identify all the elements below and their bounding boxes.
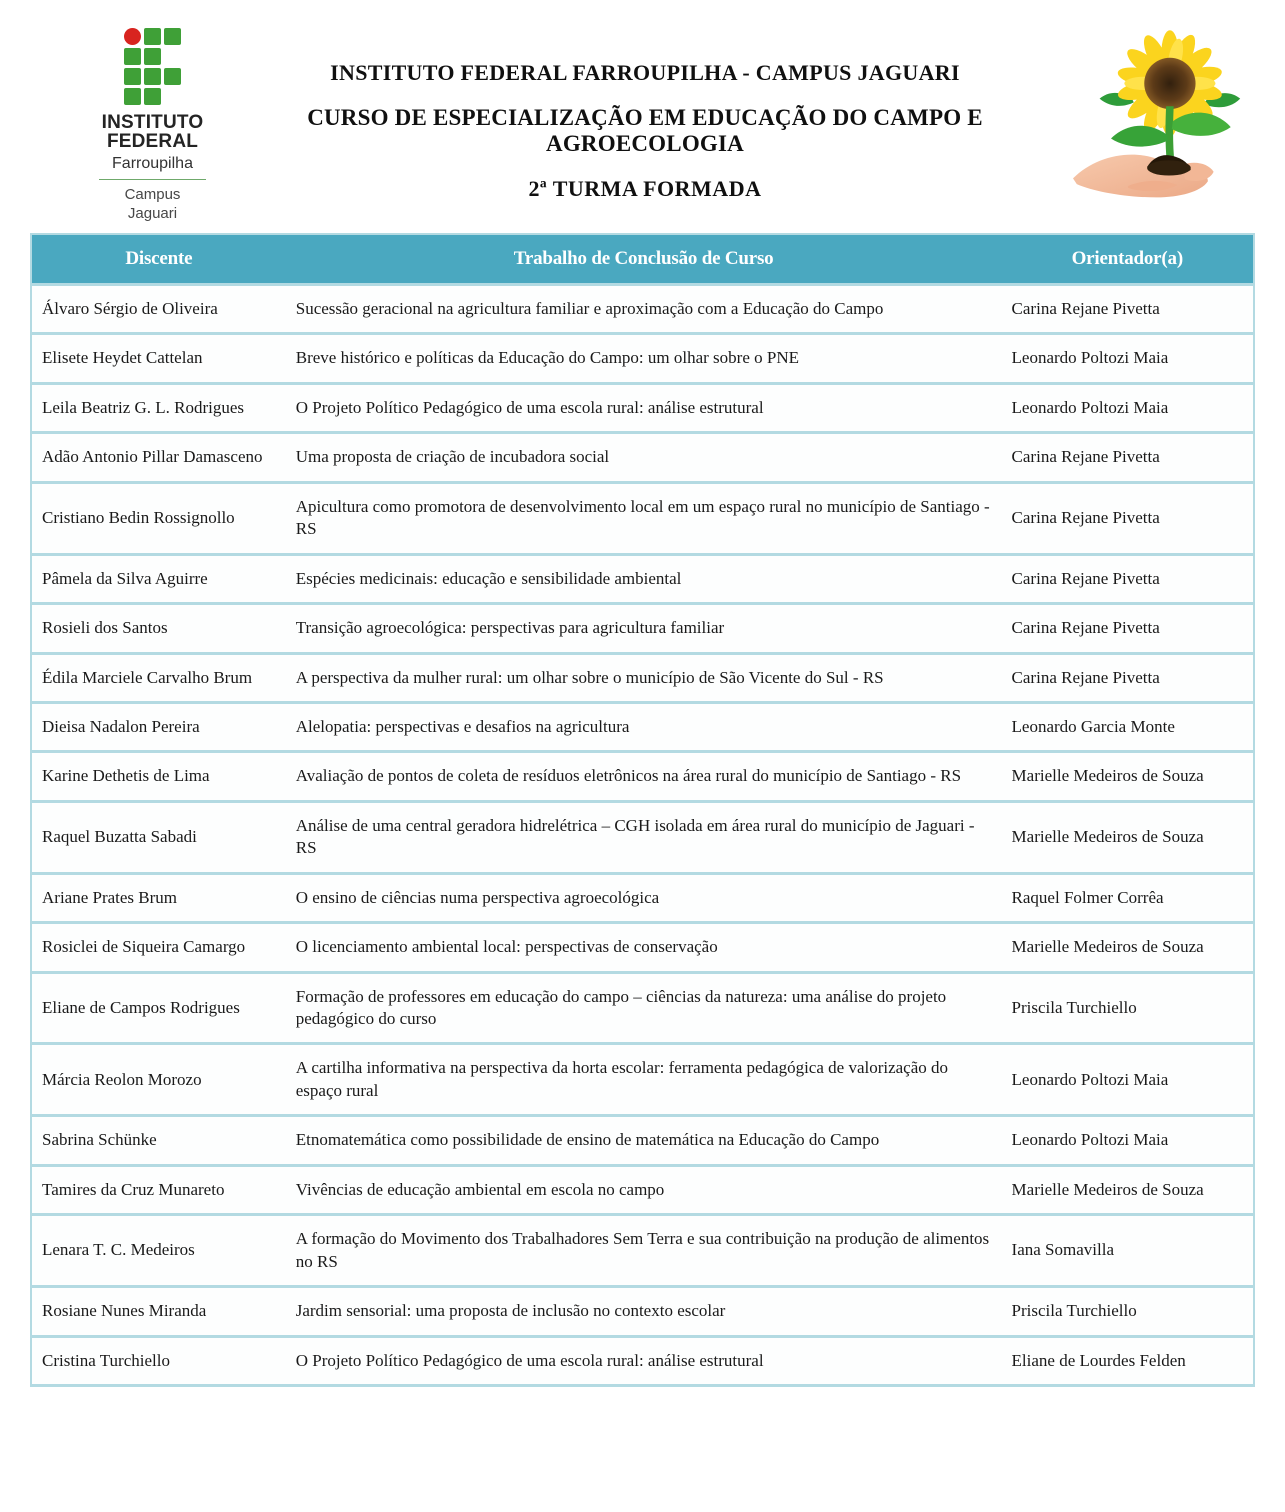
cell-orientador: Carina Rejane Pivetta [1002, 554, 1254, 603]
title-institution: INSTITUTO FEDERAL FARROUPILHA - CAMPUS JAGUARI [330, 60, 960, 85]
cell-discente: Cristiano Bedin Rossignollo [31, 482, 286, 554]
cell-trabalho: O ensino de ciências numa perspectiva agroecológica [286, 873, 1002, 922]
hand-holding-sunflower-illustration [1073, 22, 1263, 217]
cell-orientador: Leonardo Poltozi Maia [1002, 383, 1254, 432]
table-row [31, 1215, 1254, 1287]
table-row [31, 1287, 1254, 1336]
table-row [31, 702, 1254, 751]
cell-trabalho: Avaliação de pontos de coleta de resíduos eletrônicos na área rural do município de Santiago - RS [286, 752, 1002, 801]
cell-orientador: Marielle Medeiros de Souza [1002, 752, 1254, 801]
cell-orientador: Carina Rejane Pivetta [1002, 653, 1254, 702]
logo-text-campus-label: Campus [124, 185, 181, 203]
cell-discente: Adão Antonio Pillar Damasceno [31, 433, 286, 482]
table-body [31, 285, 1254, 1386]
column-header-orientador: Orientador(a) [1002, 234, 1254, 285]
table-row [31, 653, 1254, 702]
table-row [31, 334, 1254, 383]
table-header-row [31, 234, 1254, 285]
table-row [31, 482, 1254, 554]
cell-discente: Márcia Reolon Morozo [31, 1044, 286, 1116]
cell-discente: Leila Beatriz G. L. Rodrigues [31, 383, 286, 432]
graduates-table [30, 233, 1255, 1387]
cell-trabalho: Apicultura como promotora de desenvolvimento local em um espaço rural no município de Santiago - RS [286, 482, 1002, 554]
cell-trabalho: Sucessão geracional na agricultura familiar e aproximação com a Educação do Campo [286, 285, 1002, 334]
cell-discente: Rosiane Nunes Miranda [31, 1287, 286, 1336]
table-row [31, 1165, 1254, 1214]
cell-trabalho: Breve histórico e políticas da Educação do Campo: um olhar sobre o PNE [286, 334, 1002, 383]
cell-orientador: Iana Somavilla [1002, 1215, 1254, 1287]
table-row [31, 1116, 1254, 1165]
cell-trabalho: Uma proposta de criação de incubadora social [286, 433, 1002, 482]
leaf-left [1111, 126, 1168, 147]
cell-orientador: Leonardo Poltozi Maia [1002, 1116, 1254, 1165]
logo-dot-red [124, 28, 141, 45]
cell-discente: Álvaro Sérgio de Oliveira [31, 285, 286, 334]
cell-trabalho: A perspectiva da mulher rural: um olhar sobre o município de São Vicente do Sul - RS [286, 653, 1002, 702]
cell-discente: Tamires da Cruz Munareto [31, 1165, 286, 1214]
title-course: CURSO DE ESPECIALIZAÇÃO EM EDUCAÇÃO DO CAMPO E AGROECOLOGIA [307, 105, 983, 156]
title-class: 2ª TURMA FORMADA [528, 176, 762, 201]
logo-text-campus-name: Jaguari [127, 205, 178, 223]
cell-trabalho: Etnomatemática como possibilidade de ensino de matemática na Educação do Campo [286, 1116, 1002, 1165]
table-row [31, 285, 1254, 334]
table-row [31, 1336, 1254, 1385]
table-row [31, 383, 1254, 432]
cell-trabalho: O Projeto Político Pedagógico de uma escola rural: análise estrutural [286, 383, 1002, 432]
cell-orientador: Carina Rejane Pivetta [1002, 482, 1254, 554]
cell-discente: Sabrina Schünke [31, 1116, 286, 1165]
cell-orientador: Leonardo Poltozi Maia [1002, 334, 1254, 383]
page-header [0, 0, 1285, 233]
cell-orientador: Leonardo Poltozi Maia [1002, 1044, 1254, 1116]
if-logo-icon [85, 28, 220, 105]
logo-divider [99, 179, 206, 180]
cell-orientador: Raquel Folmer Corrêa [1002, 873, 1254, 922]
cell-trabalho: A cartilha informativa na perspectiva da horta escolar: ferramenta pedagógica de valorização do espaço rural [286, 1044, 1002, 1116]
sunflower-disc [1144, 58, 1195, 109]
cell-discente: Eliane de Campos Rodrigues [31, 972, 286, 1044]
cell-orientador: Carina Rejane Pivetta [1002, 604, 1254, 653]
table-row [31, 801, 1254, 873]
cell-trabalho: A formação do Movimento dos Trabalhadores Sem Terra e sua contribuição na produção de alimentos no RS [286, 1215, 1002, 1287]
table-row [31, 923, 1254, 972]
cell-trabalho: Espécies medicinais: educação e sensibilidade ambiental [286, 554, 1002, 603]
column-header-discente: Discente [31, 234, 286, 285]
cell-trabalho: Formação de professores em educação do campo – ciências da natureza: uma análise do projeto pedagógico do curso [286, 972, 1002, 1044]
column-header-trabalho: Trabalho de Conclusão de Curso [286, 234, 1002, 285]
cell-discente: Dieisa Nadalon Pereira [31, 702, 286, 751]
cell-discente: Rosiclei de Siqueira Camargo [31, 923, 286, 972]
cell-orientador: Marielle Medeiros de Souza [1002, 1165, 1254, 1214]
cell-orientador: Priscila Turchiello [1002, 972, 1254, 1044]
cell-discente: Ariane Prates Brum [31, 873, 286, 922]
logo-text-region: Farroupilha [112, 154, 193, 172]
table-row [31, 554, 1254, 603]
table-row [31, 873, 1254, 922]
cell-trabalho: O licenciamento ambiental local: perspectivas de conservação [286, 923, 1002, 972]
cell-orientador: Priscila Turchiello [1002, 1287, 1254, 1336]
cell-trabalho: Análise de uma central geradora hidrelétrica – CGH isolada em área rural do município de Jaguari - RS [286, 801, 1002, 873]
document-titles [225, 60, 1065, 202]
logo-text-federal: FEDERAL [106, 131, 199, 153]
cell-discente: Lenara T. C. Medeiros [31, 1215, 286, 1287]
cell-trabalho: Jardim sensorial: uma proposta de inclusão no contexto escolar [286, 1287, 1002, 1336]
table-row [31, 972, 1254, 1044]
cell-discente: Elisete Heydet Cattelan [31, 334, 286, 383]
table-row [31, 752, 1254, 801]
logo-text-instituto: INSTITUTO [101, 112, 204, 133]
cell-trabalho: Vivências de educação ambiental em escola no campo [286, 1165, 1002, 1214]
cell-discente: Karine Dethetis de Lima [31, 752, 286, 801]
cell-discente: Raquel Buzatta Sabadi [31, 801, 286, 873]
cell-orientador: Carina Rejane Pivetta [1002, 433, 1254, 482]
cell-trabalho: O Projeto Político Pedagógico de uma escola rural: análise estrutural [286, 1336, 1002, 1385]
table-row [31, 433, 1254, 482]
cell-discente: Édila Marciele Carvalho Brum [31, 653, 286, 702]
cell-orientador: Leonardo Garcia Monte [1002, 702, 1254, 751]
cell-discente: Pâmela da Silva Aguirre [31, 554, 286, 603]
table-row [31, 1044, 1254, 1116]
cell-orientador: Marielle Medeiros de Souza [1002, 923, 1254, 972]
cell-orientador: Eliane de Lourdes Felden [1002, 1336, 1254, 1385]
instituto-federal-logo [85, 28, 220, 224]
cell-discente: Rosieli dos Santos [31, 604, 286, 653]
cell-discente: Cristina Turchiello [31, 1336, 286, 1385]
cell-trabalho: Transição agroecológica: perspectivas para agricultura familiar [286, 604, 1002, 653]
table-row [31, 604, 1254, 653]
cell-orientador: Carina Rejane Pivetta [1002, 285, 1254, 334]
cell-trabalho: Alelopatia: perspectivas e desafios na agricultura [286, 702, 1002, 751]
soil-mound [1147, 160, 1191, 175]
cell-orientador: Marielle Medeiros de Souza [1002, 801, 1254, 873]
